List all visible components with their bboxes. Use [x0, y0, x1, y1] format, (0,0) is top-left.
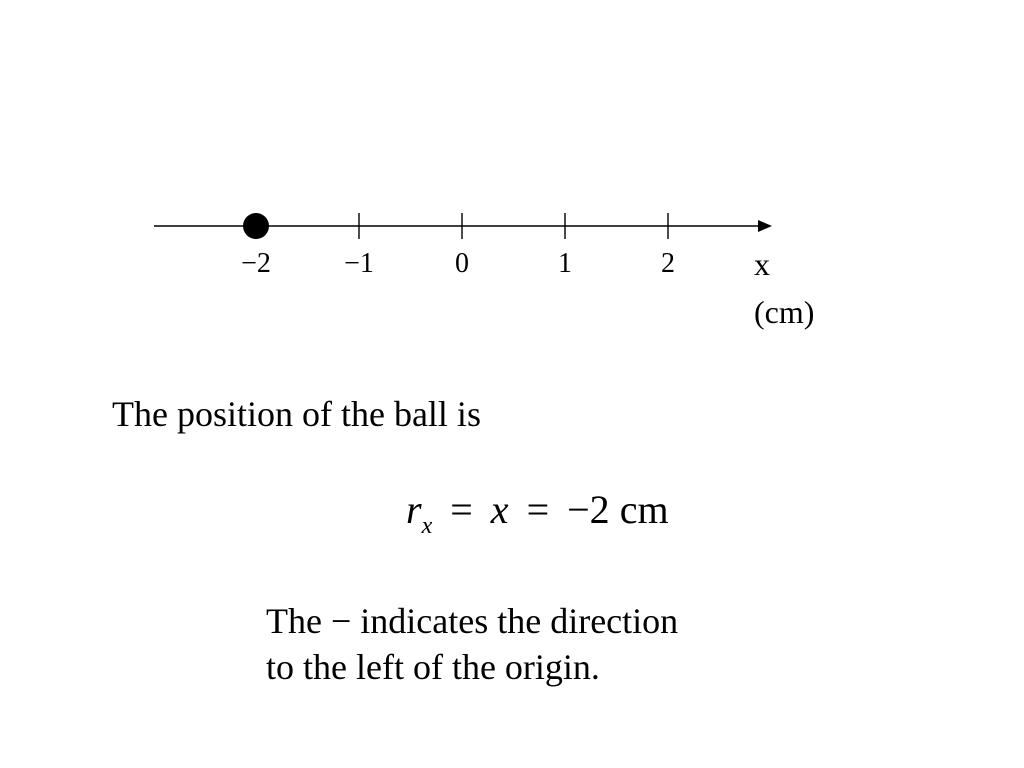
equation-value: −2: [567, 487, 610, 532]
axis-arrowhead: [758, 220, 772, 232]
position-equation: [406, 486, 669, 550]
intro-text: The position of the ball is: [112, 394, 481, 434]
tick-label: 0: [455, 248, 469, 279]
tick-label: 1: [558, 248, 572, 279]
tick-marks: [241, 213, 675, 279]
tick-label: −1: [344, 248, 374, 279]
equation-unit: cm: [619, 487, 669, 532]
tick-label: 2: [661, 248, 675, 279]
axis-variable-label: x: [754, 246, 770, 282]
equation-x: x: [490, 487, 509, 532]
equation-equals-1: =: [450, 487, 473, 532]
note-line-1: The − indicates the direction: [266, 601, 679, 641]
tick-label: −2: [241, 248, 271, 279]
equation-subscript: x: [421, 513, 433, 539]
axis-unit-label: (cm): [754, 294, 815, 330]
equation-r: r: [406, 487, 422, 532]
direction-note: [266, 598, 678, 690]
equation-equals-2: =: [526, 487, 550, 532]
note-line-2: to the left of the origin.: [266, 647, 600, 687]
ball: [243, 213, 269, 239]
